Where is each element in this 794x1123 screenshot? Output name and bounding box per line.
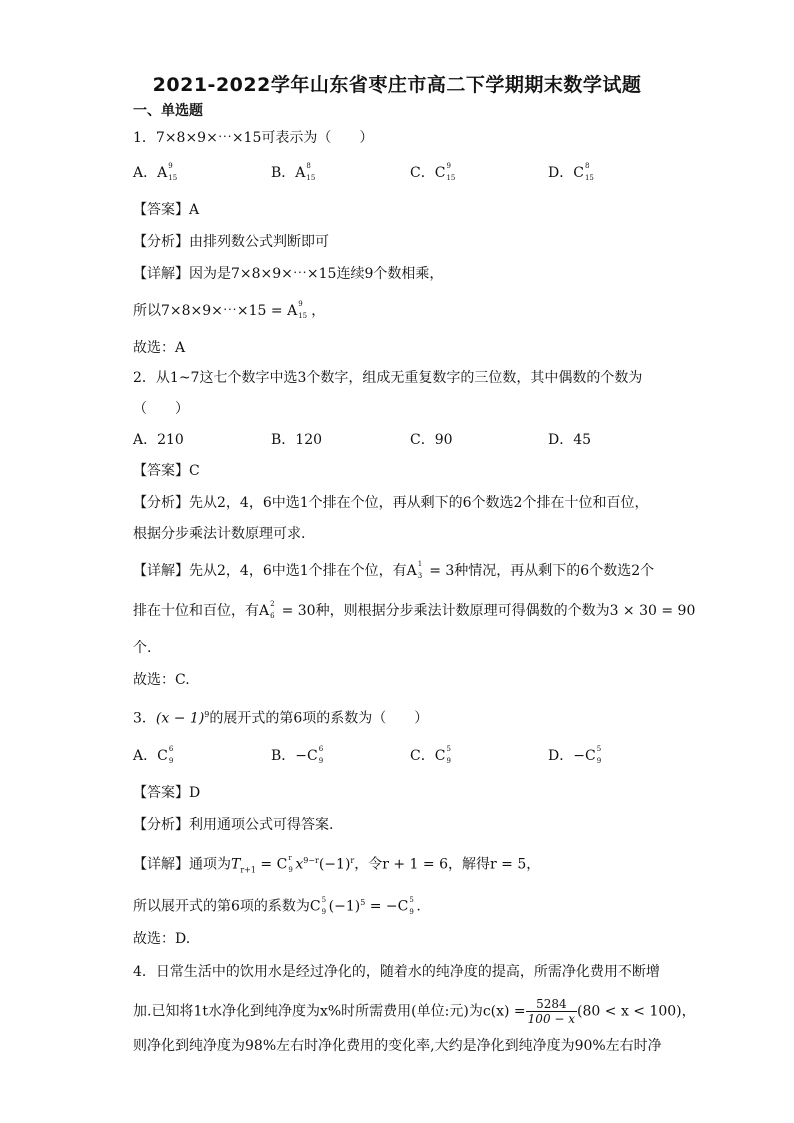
fraction-denominator: 100 − x	[527, 1012, 576, 1026]
formula-x-sup: 9−r	[303, 856, 319, 865]
q2-stem-line2: （ ）	[133, 401, 189, 417]
answer-value: A	[189, 202, 200, 218]
detail-text: 通项为	[189, 856, 231, 873]
q4-text: 加.已知将1t水净化到纯净度为x%时所需费用(单位:元)为c(x) =	[133, 1003, 526, 1020]
answer-tag: 【答案】	[133, 785, 189, 801]
option-sup: 8	[306, 162, 311, 170]
q3-option-b	[271, 746, 326, 766]
detail-sup: 5	[409, 895, 414, 904]
q2-analysis	[133, 493, 648, 513]
option-sign: −	[295, 748, 308, 764]
option-symbol: C	[573, 165, 584, 181]
option-label: D．	[548, 165, 574, 181]
q2-detail-line3: 个.	[133, 640, 152, 656]
q1-option-b	[271, 162, 316, 183]
option-sup: 6	[318, 745, 324, 753]
detail-text: 因为是7×8×9×⋯×15连续9个数相乘，	[189, 266, 444, 282]
section-heading: 一、单选题	[133, 103, 203, 119]
formula-c-scripts	[287, 853, 295, 874]
option-label: C．	[410, 748, 435, 764]
detail-sup: 9	[298, 300, 303, 308]
option-sub: 15	[306, 174, 316, 182]
option-sup: 5	[596, 745, 602, 753]
option-label: A．	[133, 165, 158, 181]
option-symbol: C	[157, 748, 168, 764]
option-label: D．	[548, 748, 574, 764]
detail-text: .	[416, 898, 421, 915]
formula-c-sup: r	[288, 853, 292, 862]
detail-text: ，	[311, 303, 326, 319]
detail-text: 所以展开式的第6项的系数为C	[133, 898, 321, 915]
detail-scripts	[321, 895, 329, 916]
q1-option-c	[410, 162, 456, 183]
q2-detail	[133, 561, 654, 581]
option-symbol: A	[295, 165, 306, 181]
document-title: 2021-2022学年山东省枣庄市高二下学期期末数学试题	[152, 74, 642, 96]
option-sign: −	[573, 748, 585, 764]
option-sub: 9	[596, 757, 602, 765]
q4-text: (80 < x < 100)，	[577, 1003, 696, 1020]
q3-option-c	[410, 746, 453, 766]
q3-answer	[133, 783, 200, 803]
detail-text: (−1)	[328, 898, 361, 915]
q3-detail-line2	[133, 893, 421, 917]
option-scripts	[584, 164, 592, 182]
analysis-text: 由排列数公式判断即可	[189, 234, 329, 250]
q3-number: 3．	[133, 710, 156, 727]
formula-tail-sup: r	[350, 856, 355, 865]
option-symbol: C	[434, 165, 446, 181]
q1-option-a	[133, 162, 178, 183]
q4-line2	[133, 997, 696, 1026]
q2-option-b: B．120	[271, 432, 323, 448]
q3-option-a	[133, 746, 176, 766]
detail-text: = −C	[365, 898, 409, 915]
formula-x: x	[295, 856, 304, 873]
detail-scripts	[269, 602, 277, 620]
option-sub: 9	[168, 757, 174, 765]
option-scripts	[445, 162, 456, 182]
detail-sup: 5	[360, 898, 366, 907]
option-scripts	[596, 747, 604, 765]
option-sub: 9	[318, 757, 324, 765]
detail-sub: 6	[270, 612, 275, 620]
detail-text: 所以7×8×9×⋯×15 = A	[133, 303, 298, 319]
option-scripts	[318, 747, 326, 765]
option-sub: 15	[168, 174, 178, 182]
option-scripts	[167, 162, 178, 182]
option-label: C．	[410, 165, 435, 181]
q4-line3: 则净化到纯净度为98%左右时净化费用的变化率,大约是净化到纯净度为90%左右时净	[133, 1038, 662, 1054]
detail-sub: 15	[298, 312, 308, 320]
detail-scripts	[417, 562, 425, 580]
option-sub: 9	[446, 757, 451, 765]
q1-option-d	[548, 163, 592, 183]
analysis-tag: 【分析】	[133, 234, 189, 250]
detail-text: = 30种，则根据分步乘法计数原理可得偶数的个数为3 × 30 = 90	[277, 603, 696, 619]
q2-option-c: C．90	[410, 432, 453, 448]
q2-answer	[133, 461, 200, 481]
option-sub: 15	[584, 174, 594, 182]
detail-sub: 3	[417, 572, 423, 580]
option-label: A．	[133, 748, 158, 764]
option-sup: 9	[446, 162, 451, 170]
detail-scripts	[408, 895, 416, 916]
detail-text: ，令r + 1 = 6，解得r = 5，	[354, 856, 541, 873]
detail-tag: 【详解】	[133, 856, 189, 873]
formula-tail: (−1)	[318, 856, 351, 873]
q3-stem	[133, 705, 428, 729]
q4-line1: 4．日常生活中的饮用水是经过净化的，随着水的纯净度的提高，所需净化费用不断增	[133, 964, 660, 980]
option-symbol: C	[584, 748, 596, 764]
q1-analysis	[133, 232, 329, 252]
option-sup: 9	[168, 162, 173, 170]
option-scripts	[305, 162, 316, 182]
analysis-text: 先从2，4，6中选1个排在个位，再从剩下的6个数选2个排在十位和百位，	[189, 495, 649, 511]
q1-conclusion: 故选：A	[133, 340, 186, 356]
detail-scripts	[297, 300, 308, 320]
q2-option-a: A．210	[133, 432, 184, 448]
option-scripts	[445, 747, 453, 765]
fraction-numerator: 5284	[526, 997, 577, 1012]
detail-text: = 3种情况，再从剩下的6个数选2个	[424, 563, 655, 579]
option-sup: 8	[584, 162, 590, 170]
q1-detail-line2	[133, 301, 325, 321]
q2-stem: 2．从1~7这七个数字中选3个数字，组成无重复数字的三位数，其中偶数的个数为	[133, 370, 643, 386]
q4-fraction	[526, 997, 577, 1026]
option-symbol: C	[434, 748, 446, 764]
analysis-text: 利用通项公式可得答案.	[189, 817, 334, 833]
answer-tag: 【答案】	[133, 202, 189, 218]
detail-tag: 【详解】	[133, 266, 189, 282]
detail-text: 先从2，4，6中选1个排在个位，有A	[189, 563, 417, 579]
option-sub: 15	[446, 174, 456, 182]
q1-stem: 1．7×8×9×⋯×15可表示为（ ）	[133, 130, 374, 146]
detail-sub: 9	[321, 907, 327, 916]
formula-t: T	[231, 856, 241, 873]
formula-t-sub: r+1	[240, 865, 256, 875]
q3-analysis	[133, 815, 333, 835]
detail-sup: 5	[321, 895, 327, 904]
option-sup: 5	[446, 745, 451, 753]
option-label: B．	[271, 165, 296, 181]
detail-sup: 2	[270, 600, 275, 608]
option-sup: 6	[168, 745, 174, 753]
option-scripts	[168, 747, 176, 765]
q3-option-d	[548, 746, 604, 766]
answer-value: D	[189, 785, 201, 801]
q1-detail	[133, 264, 443, 284]
detail-sub: 9	[409, 907, 414, 916]
q2-detail-line2	[133, 601, 695, 621]
detail-text: 排在十位和百位，有A	[133, 603, 270, 619]
q3-detail	[133, 851, 540, 880]
detail-sup: 1	[417, 560, 423, 568]
q2-option-d: D．45	[548, 432, 592, 448]
q1-answer	[133, 200, 199, 220]
analysis-tag: 【分析】	[133, 495, 189, 511]
answer-tag: 【答案】	[133, 463, 189, 479]
q3-conclusion: 故选：D.	[133, 931, 191, 947]
q3-exponent: 9	[204, 710, 210, 719]
formula-c-sub: 9	[288, 865, 293, 874]
formula-eq: = C	[255, 856, 288, 873]
option-symbol: A	[157, 165, 168, 181]
detail-tag: 【详解】	[133, 563, 189, 579]
analysis-tag: 【分析】	[133, 817, 189, 833]
answer-value: C	[189, 463, 200, 479]
q2-analysis-line2: 根据分步乘法计数原理可求.	[133, 526, 306, 542]
q3-expression: (x − 1)	[155, 710, 205, 727]
option-label: B．	[271, 748, 296, 764]
q3-stem-text: 的展开式的第6项的系数为（ ）	[209, 710, 429, 727]
option-symbol: C	[307, 748, 318, 764]
q2-conclusion: 故选：C.	[133, 672, 190, 688]
